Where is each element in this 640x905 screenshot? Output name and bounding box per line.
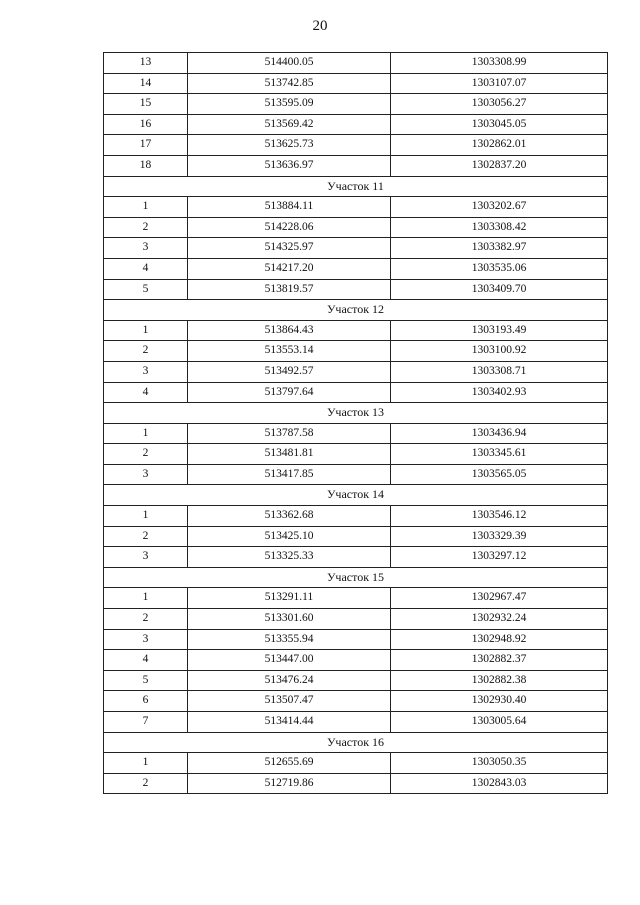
y-coordinate-cell: 1302862.01	[391, 135, 608, 156]
x-coordinate-cell: 513301.60	[188, 609, 391, 630]
section-header-row	[104, 300, 608, 321]
y-coordinate-cell: 1303308.71	[391, 361, 608, 382]
section-header-row	[104, 567, 608, 588]
y-coordinate-cell: 1303535.06	[391, 258, 608, 279]
table-row	[104, 773, 608, 794]
point-number-cell: 2	[104, 773, 188, 794]
x-coordinate-cell: 513797.64	[188, 382, 391, 403]
y-coordinate-cell: 1303100.92	[391, 341, 608, 362]
point-number-cell: 16	[104, 114, 188, 135]
point-number-cell: 2	[104, 609, 188, 630]
table-row	[104, 691, 608, 712]
point-number-cell: 1	[104, 320, 188, 341]
table-row	[104, 279, 608, 300]
section-title: Участок 13	[104, 403, 608, 424]
point-number-cell: 1	[104, 423, 188, 444]
table-row	[104, 382, 608, 403]
table-row	[104, 629, 608, 650]
y-coordinate-cell: 1303345.61	[391, 444, 608, 465]
x-coordinate-cell: 513595.09	[188, 94, 391, 115]
table-row	[104, 670, 608, 691]
x-coordinate-cell: 512655.69	[188, 753, 391, 774]
section-title: Участок 16	[104, 732, 608, 753]
y-coordinate-cell: 1303382.97	[391, 238, 608, 259]
table-row	[104, 341, 608, 362]
y-coordinate-cell: 1303005.64	[391, 712, 608, 733]
x-coordinate-cell: 514325.97	[188, 238, 391, 259]
point-number-cell: 1	[104, 506, 188, 527]
x-coordinate-cell: 513507.47	[188, 691, 391, 712]
y-coordinate-cell: 1302882.37	[391, 650, 608, 671]
x-coordinate-cell: 513819.57	[188, 279, 391, 300]
table-row	[104, 588, 608, 609]
point-number-cell: 3	[104, 464, 188, 485]
point-number-cell: 4	[104, 650, 188, 671]
y-coordinate-cell: 1303308.42	[391, 217, 608, 238]
point-number-cell: 2	[104, 341, 188, 362]
point-number-cell: 3	[104, 629, 188, 650]
point-number-cell: 6	[104, 691, 188, 712]
y-coordinate-cell: 1302930.40	[391, 691, 608, 712]
section-title: Участок 14	[104, 485, 608, 506]
x-coordinate-cell: 513553.14	[188, 341, 391, 362]
x-coordinate-cell: 514217.20	[188, 258, 391, 279]
point-number-cell: 13	[104, 53, 188, 74]
section-title: Участок 15	[104, 567, 608, 588]
table-row	[104, 464, 608, 485]
section-header-row	[104, 176, 608, 197]
x-coordinate-cell: 514400.05	[188, 53, 391, 74]
x-coordinate-cell: 512719.86	[188, 773, 391, 794]
coordinates-table	[103, 52, 608, 794]
point-number-cell: 4	[104, 382, 188, 403]
x-coordinate-cell: 513864.43	[188, 320, 391, 341]
table-row	[104, 650, 608, 671]
y-coordinate-cell: 1303436.94	[391, 423, 608, 444]
y-coordinate-cell: 1303193.49	[391, 320, 608, 341]
x-coordinate-cell: 513414.44	[188, 712, 391, 733]
table-row	[104, 361, 608, 382]
x-coordinate-cell: 513481.81	[188, 444, 391, 465]
page-number: 20	[312, 18, 328, 34]
section-header-row	[104, 485, 608, 506]
x-coordinate-cell: 513425.10	[188, 526, 391, 547]
table-row	[104, 155, 608, 176]
x-coordinate-cell: 513636.97	[188, 155, 391, 176]
x-coordinate-cell: 513291.11	[188, 588, 391, 609]
point-number-cell: 7	[104, 712, 188, 733]
y-coordinate-cell: 1303050.35	[391, 753, 608, 774]
x-coordinate-cell: 513742.85	[188, 73, 391, 94]
x-coordinate-cell: 514228.06	[188, 217, 391, 238]
table-row	[104, 753, 608, 774]
y-coordinate-cell: 1302948.92	[391, 629, 608, 650]
table-row	[104, 135, 608, 156]
y-coordinate-cell: 1303308.99	[391, 53, 608, 74]
table-row	[104, 197, 608, 218]
point-number-cell: 14	[104, 73, 188, 94]
table-row	[104, 258, 608, 279]
table-row	[104, 712, 608, 733]
point-number-cell: 5	[104, 670, 188, 691]
y-coordinate-cell: 1303107.07	[391, 73, 608, 94]
x-coordinate-cell: 513625.73	[188, 135, 391, 156]
point-number-cell: 5	[104, 279, 188, 300]
y-coordinate-cell: 1303402.93	[391, 382, 608, 403]
x-coordinate-cell: 513884.11	[188, 197, 391, 218]
table-row	[104, 217, 608, 238]
section-title: Участок 11	[104, 176, 608, 197]
coordinates-table-body	[104, 53, 608, 794]
y-coordinate-cell: 1303202.67	[391, 197, 608, 218]
table-row	[104, 114, 608, 135]
table-row	[104, 73, 608, 94]
section-header-row	[104, 403, 608, 424]
table-row	[104, 609, 608, 630]
y-coordinate-cell: 1303297.12	[391, 547, 608, 568]
y-coordinate-cell: 1302837.20	[391, 155, 608, 176]
point-number-cell: 15	[104, 94, 188, 115]
x-coordinate-cell: 513362.68	[188, 506, 391, 527]
y-coordinate-cell: 1303045.05	[391, 114, 608, 135]
section-title: Участок 12	[104, 300, 608, 321]
y-coordinate-cell: 1302967.47	[391, 588, 608, 609]
point-number-cell: 2	[104, 526, 188, 547]
table-row	[104, 547, 608, 568]
point-number-cell: 1	[104, 753, 188, 774]
point-number-cell: 4	[104, 258, 188, 279]
y-coordinate-cell: 1303409.70	[391, 279, 608, 300]
x-coordinate-cell: 513417.85	[188, 464, 391, 485]
point-number-cell: 2	[104, 217, 188, 238]
table-row	[104, 320, 608, 341]
point-number-cell: 3	[104, 361, 188, 382]
point-number-cell: 17	[104, 135, 188, 156]
y-coordinate-cell: 1303056.27	[391, 94, 608, 115]
table-row	[104, 506, 608, 527]
point-number-cell: 1	[104, 197, 188, 218]
x-coordinate-cell: 513325.33	[188, 547, 391, 568]
section-header-row	[104, 732, 608, 753]
y-coordinate-cell: 1303546.12	[391, 506, 608, 527]
y-coordinate-cell: 1302882.38	[391, 670, 608, 691]
x-coordinate-cell: 513447.00	[188, 650, 391, 671]
x-coordinate-cell: 513569.42	[188, 114, 391, 135]
y-coordinate-cell: 1303329.39	[391, 526, 608, 547]
table-row	[104, 423, 608, 444]
table-row	[104, 444, 608, 465]
y-coordinate-cell: 1302932.24	[391, 609, 608, 630]
x-coordinate-cell: 513492.57	[188, 361, 391, 382]
x-coordinate-cell: 513355.94	[188, 629, 391, 650]
table-row	[104, 53, 608, 74]
table-row	[104, 94, 608, 115]
x-coordinate-cell: 513476.24	[188, 670, 391, 691]
point-number-cell: 1	[104, 588, 188, 609]
point-number-cell: 3	[104, 238, 188, 259]
point-number-cell: 18	[104, 155, 188, 176]
y-coordinate-cell: 1303565.05	[391, 464, 608, 485]
point-number-cell: 2	[104, 444, 188, 465]
y-coordinate-cell: 1302843.03	[391, 773, 608, 794]
x-coordinate-cell: 513787.58	[188, 423, 391, 444]
point-number-cell: 3	[104, 547, 188, 568]
table-row	[104, 526, 608, 547]
table-row	[104, 238, 608, 259]
